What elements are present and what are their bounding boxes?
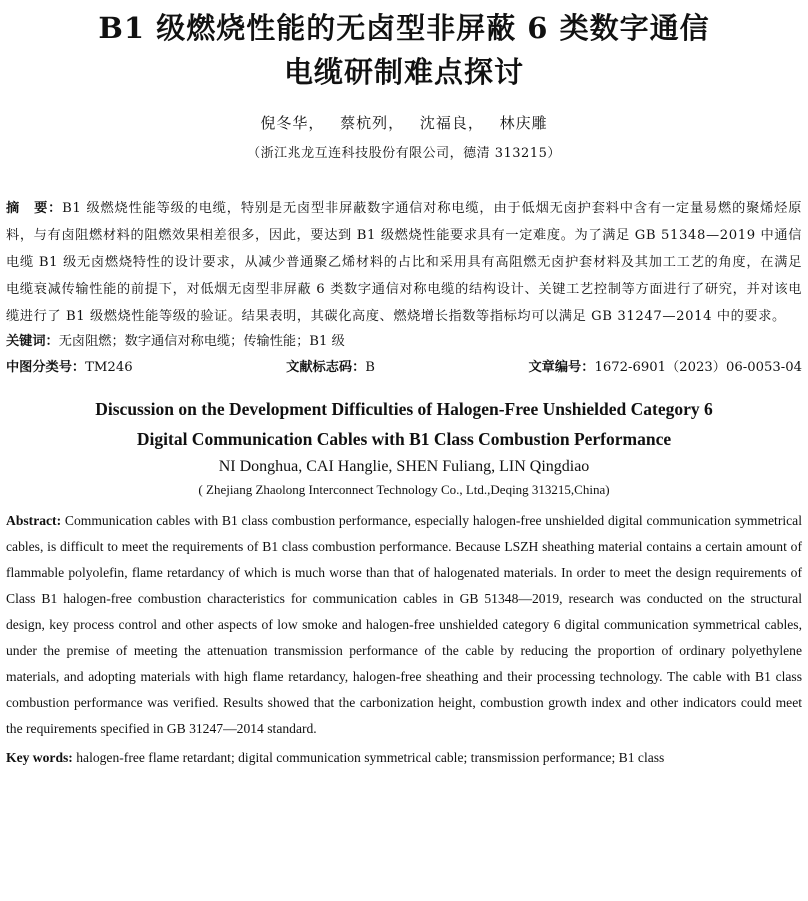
document-code-value: B xyxy=(365,360,375,375)
chinese-abstract-label: 摘 要： xyxy=(6,201,63,216)
clc-number xyxy=(6,356,133,380)
chinese-keywords-text: 无卤阻燃；数字通信对称电缆；传输性能；B1 级 xyxy=(58,334,345,349)
document-code xyxy=(286,356,375,380)
english-title-line-1: Discussion on the Development Difficulties of Halogen-Free Unshielded Category 6 xyxy=(95,399,713,419)
english-affiliation: ( Zhejiang Zhaolong Interconnect Technology Co., Ltd.,Deqing 313215,China) xyxy=(198,482,610,497)
chinese-affiliation: （浙江兆龙互连科技股份有限公司，德清 313215） xyxy=(247,146,561,161)
chinese-keywords-label: 关键词： xyxy=(6,334,59,349)
english-keywords-label: Key words: xyxy=(6,750,73,765)
english-title xyxy=(4,394,804,454)
english-abstract xyxy=(4,508,804,742)
english-abstract-label: Abstract: xyxy=(6,513,62,528)
chinese-authors: 倪冬华， 蔡杭列， 沈福良， 林庆雕 xyxy=(260,114,548,132)
article-number-label: 文章编号： xyxy=(528,360,595,375)
chinese-abstract-text: B1 级燃烧性能等级的电缆，特别是无卤型非屏蔽数字通信对称电缆，由于低烟无卤护套料中含有一定量易燃的聚烯烃原料，与有卤阻燃材料的阻燃效果相差很多，因此，要达到 B1 级燃烧性能要求具有一定难度。为了满足 GB 51348—2019 中通信电缆 B1 级无卤燃烧特性的设计要求，从减少普通聚乙烯材料的占比和采用具有高阻燃无卤护套材料及其加工工艺的角度，在满足电缆衰减传输性能的前提下，对低烟无卤型非屏蔽 6 类数字通信对称电缆的结构设计、关键工艺控制等方面进行了研究，并对该电缆进行了 B1 级燃烧性能等级的验证。结果表明，其碳化高度、燃烧增长指数等指标均可以满足 GB 31247—2014 中的要求。 xyxy=(6,201,802,324)
article-number xyxy=(529,356,803,380)
chinese-title xyxy=(4,6,804,94)
english-abstract-text: Communication cables with B1 class combustion performance, especially halogen-free unshielded digital communication symmetrical cables, is difficult to meet the requirements of B1 class combustion performance. Because LSZH sheathing material contains a certain amount of flammable polyolefin, flame retardancy of which is much worse than that of halogenated materials. In order to meet the design requirements of Class B1 halogen-free combustion characteristics for communication cables in GB 51348—2019, research was conducted on the structural design, key process control and other aspects of low smoke and halogen-free unshielded category 6 digital communication symmetrical cables, under the premise of meeting the attenuation transmission performance of the cable by reducing the proportion of ordinary polyethylene materials, and adopting materials with high flame retardancy, halogen-free sheathing and their processing technology. The cable with B1 class combustion performance was verified. Results showed that the carbonization height, combustion growth index and other indicators could meet the requirements specified in GB 31247—2014 standard. xyxy=(6,513,802,736)
chinese-title-line-1: B1 级燃烧性能的无卤型非屏蔽 6 类数字通信 xyxy=(98,11,710,45)
chinese-title-line-2: 电缆研制难点探讨 xyxy=(283,55,524,89)
classification-row xyxy=(4,356,804,380)
paper-page xyxy=(0,6,808,901)
english-title-line-2: Digital Communication Cables with B1 Class Combustion Performance xyxy=(136,429,672,449)
article-number-value: 1672-6901（2023）06-0053-04 xyxy=(594,360,802,375)
english-keywords xyxy=(4,746,804,770)
clc-label: 中图分类号： xyxy=(6,360,86,375)
chinese-abstract xyxy=(4,195,804,330)
document-code-label: 文献标志码： xyxy=(286,360,366,375)
english-authors: NI Donghua, CAI Hanglie, SHEN Fuliang, LIN Qingdiao xyxy=(218,458,590,475)
chinese-keywords xyxy=(4,330,804,354)
clc-value: TM246 xyxy=(85,360,133,375)
english-keywords-text: halogen-free flame retardant; digital communication symmetrical cable; transmission performance; B1 class xyxy=(76,750,665,765)
